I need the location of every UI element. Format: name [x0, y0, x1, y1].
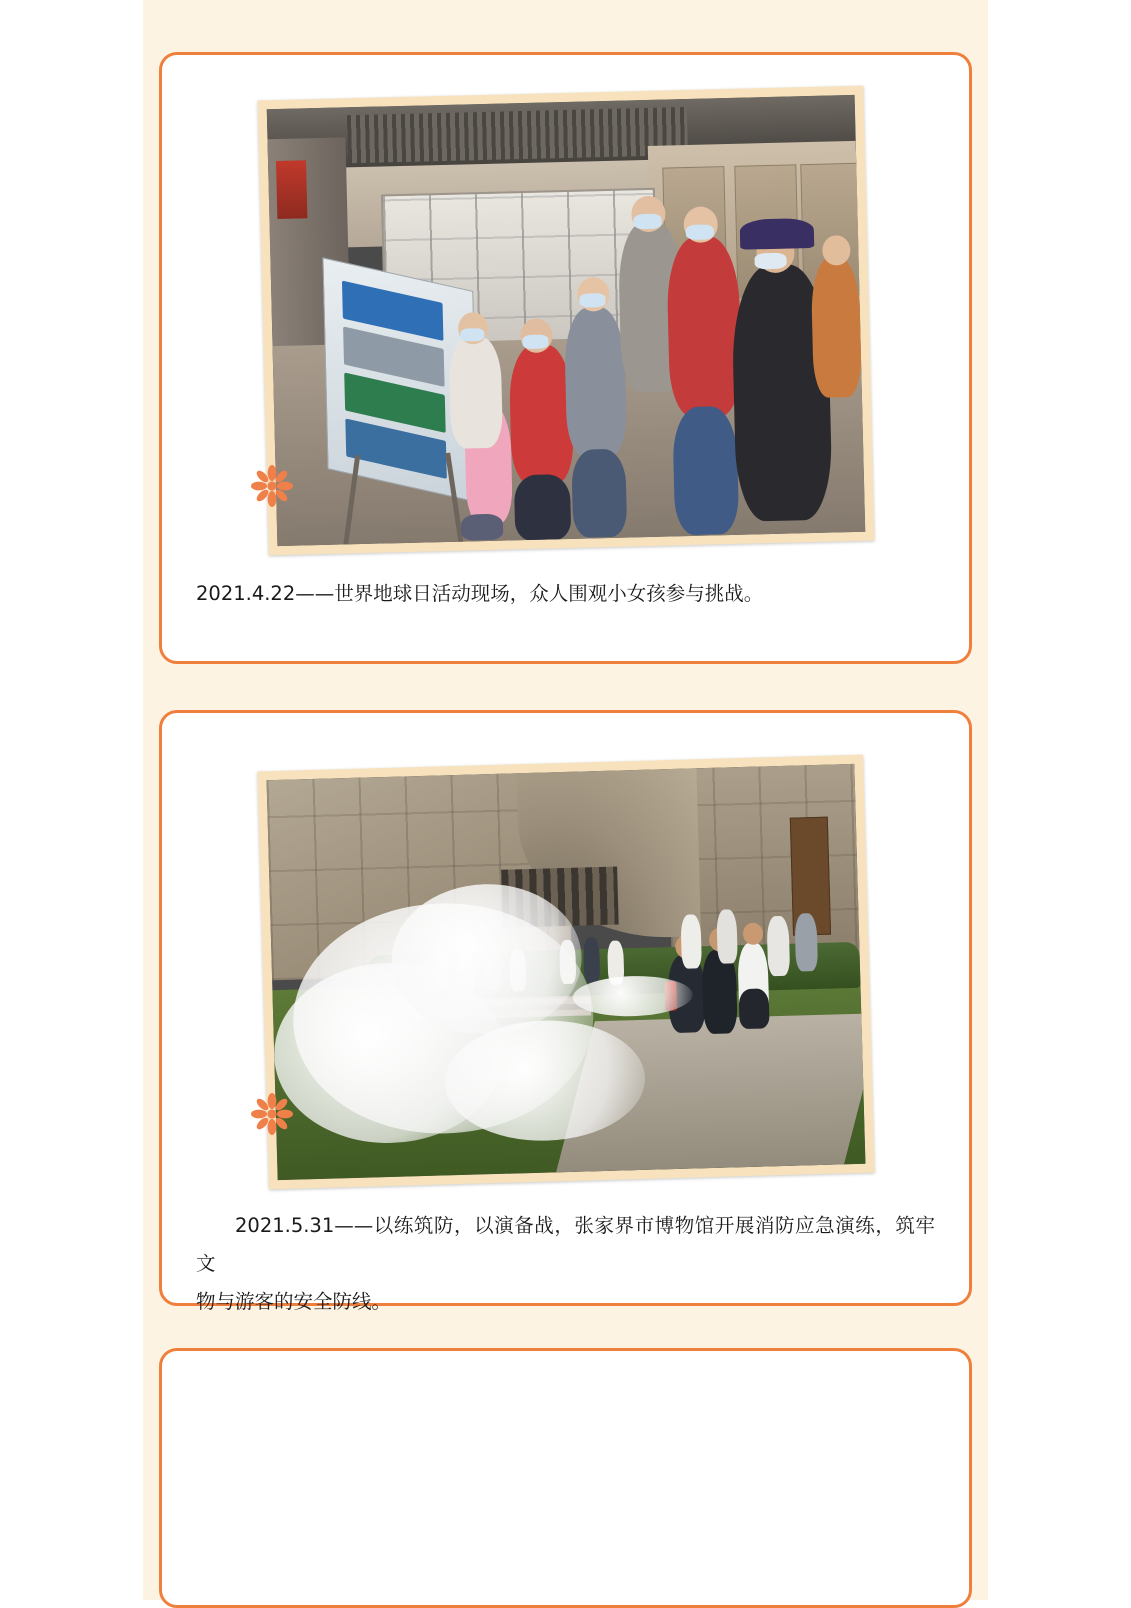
observer	[680, 914, 701, 969]
face-mask	[633, 214, 661, 230]
card-1-caption: 2021.4.22——世界地球日活动现场，众人围观小女孩参与挑战。	[196, 582, 764, 605]
face-mask	[685, 224, 713, 240]
earth-day-photo-container	[263, 93, 869, 548]
visitor-red-coat	[508, 344, 573, 485]
purple-cap	[739, 218, 814, 250]
board-easel-legs	[349, 453, 463, 547]
card-list	[143, 0, 988, 1600]
card-2-caption-line-2: 物与游客的安全防线。	[196, 1290, 392, 1314]
face-mask	[522, 334, 548, 349]
content-card-1	[159, 52, 972, 664]
observer	[766, 916, 790, 977]
card-2-caption-line-1: 2021.5.31——以练筑防，以演备战，张家界市博物馆开展消防应急演练，筑牢文	[196, 1214, 935, 1276]
earth-day-activity-photo	[266, 95, 865, 546]
visitor	[810, 257, 861, 398]
guard-head	[742, 922, 763, 945]
flower-icon	[251, 465, 293, 507]
content-card-3	[159, 1348, 972, 1608]
guard-trousers	[738, 988, 769, 1029]
photo-frame	[257, 86, 874, 556]
face-mask	[579, 293, 605, 308]
visitor-head	[822, 235, 851, 266]
visitor	[448, 336, 503, 449]
fire-drill-photo	[266, 764, 865, 1180]
card-2-caption	[196, 1207, 935, 1321]
content-card-2	[159, 710, 972, 1314]
face-mask	[754, 253, 786, 270]
fire-drill-photo-container	[263, 763, 869, 1181]
volunteer-jeans	[672, 406, 739, 536]
bystander	[583, 937, 600, 983]
photo-frame	[257, 755, 874, 1190]
red-banner	[276, 160, 307, 219]
visitor	[563, 307, 627, 458]
child-legs	[460, 514, 503, 541]
observer	[794, 913, 818, 972]
face-mask	[460, 328, 484, 342]
flower-icon	[251, 1093, 293, 1135]
visitor-legs	[571, 449, 627, 538]
visitor-legs	[513, 474, 571, 541]
observer	[716, 909, 738, 964]
volunteer-red-vest	[666, 236, 742, 418]
